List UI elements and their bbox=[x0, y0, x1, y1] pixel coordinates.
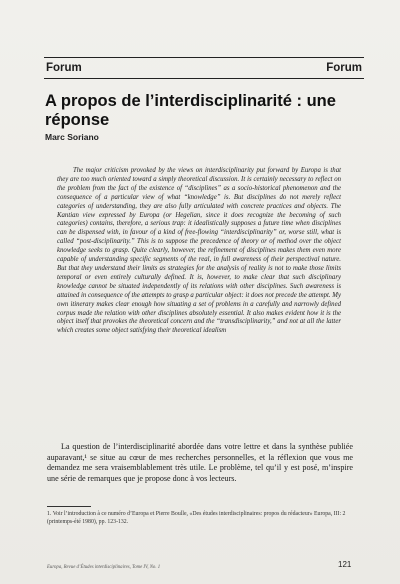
section-label-right: Forum bbox=[326, 62, 362, 74]
article-abstract: The major criticism provoked by the views on interdisciplinarity put forward by Europa is that they are too much oriented toward a simply theoretical discussion. It is certainly necessary to reflect on the problem from the fact of the existence of “disciplines” as a socio-historical phenomenon and the consequence of a particular view of what “knowledge” is. But disciplines do not merely reflect categories of understanding, they are also fully articulated with concrete practices and objects. The Kantian view expressed by Europa (or Hegelian, since it does recognize the becoming of such categories) contains, therefore, a serious trap: it idealistically supposes a future time when disciplines can be dispensed with, in favour of a kind of free-flowing “interdisciplinarity” or, worse still, what is called “post-disciplinarity.” This is to suppose the precedence of theory or of method over the object knowledge seeks to grasp. Quite clearly, however, the refinement of disciplines makes them even more capable of understanding specific segments of the real, in full awareness of their perspectival nature. But that they understand their limits as strategies for the analysis of reality is not to make those limits temporal or even entirely culturally defined. It is, however, to make clear that such disciplinary knowledge cannot be situated independently of its relations with other disciplines. Such awareness is attained in consequence of the attempts to grasp a particular object: it does not precede the attempt. My own itinerary makes clear enough how situating a set of problems in a carefully and narrowly defined corpus made the relation with other disciplines absolutely essential. It also makes evident how it is the object itself that provokes the theoretical concern and the “transdisciplinarity,” and not at all the latter which creates some object satisfying their theoretical idealism bbox=[57, 167, 341, 335]
article-author: Marc Soriano bbox=[45, 132, 99, 142]
running-footer: Europa, Revue d’Études interdisciplinaires, Tome IV, No. 1 bbox=[47, 565, 161, 570]
footnote-divider bbox=[47, 506, 91, 507]
article-body: La question de l’interdisciplinarité abordée dans votre lettre et dans la synthèse publiée auparavant,¹ se situe au cœur de mes recherches personnelles, et la réflexion que vous me demandez me sera vraisemblablement très utile. Le problème, tel qu’il y est posé, m’inspire une série de remarques que je propose donc à vos lecteurs. bbox=[47, 442, 353, 483]
page-number: 121 bbox=[338, 560, 352, 569]
footnote: 1. Voir l’introduction à ce numéro d’Europa et Pierre Boulle, «Des études interdisciplinaires: propos du rédacteur» Europa, III: 2 (printemps-été 1980), pp. 123-132. bbox=[47, 511, 346, 525]
section-header bbox=[44, 57, 364, 79]
article-title: A propos de l’interdisciplinarité : une réponse bbox=[45, 92, 336, 129]
section-label-left: Forum bbox=[46, 62, 82, 74]
